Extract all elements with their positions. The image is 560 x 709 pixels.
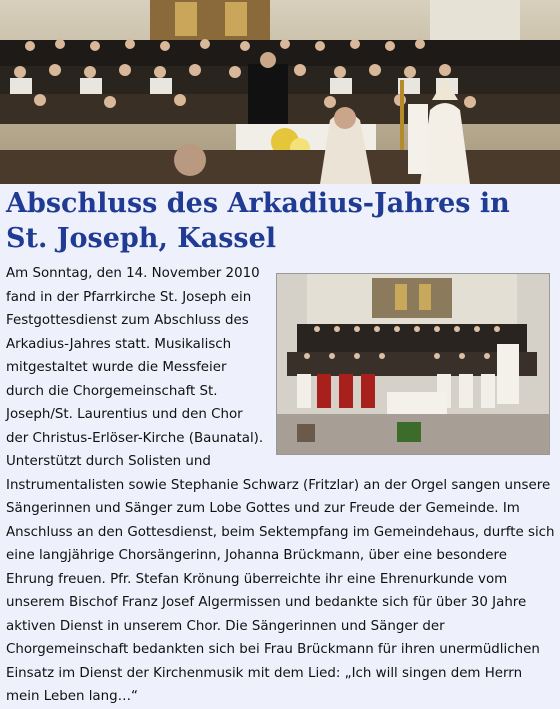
article-paragraph: Am Sonntag, den 14. November 2010 fand in der Pfarrkirche St. Joseph ein Festgottesdienst zum Abschluss des Arkadius-Jahres statt. Musikalisch mitgestaltet wurde die Messfeier durch die Chorgemeinschaft St. Joseph/St. Laurentius und den Chor der Christus-Erlöser-Kirche (Baunatal). Unterstützt durch Solisten und Instrumentalisten sowie Stephanie Schwarz (Fritzlar) an der Orgel sangen unsere Sängerinnen und Sänger zum Lobe Gottes und zur Freude der Gemeinde. Im Anschluss an den Gottesdienst, beim Sektempfang im Gemeindehaus, durfte sich eine langjährige Chorsängerinn, Johanna Brückmann, über eine besondere Ehrung freuen. Pfr. Stefan Krönung überreichte ihr eine Ehrenurkunde vom unserem Bischof Franz Josef Algermissen und bedankte sich für über 30 Jahre aktiven Dienst in unserem Chor. Die Sängerinnen und Sänger der Chorgemeinschaft bedankten sich bei Frau Brückmann für ihren unermüdlichen Einsatz im Dienst der Kirchenmusik mit dem Lied: „Ich will singen dem Herrn mein Leben lang…“ — [6, 266, 555, 704]
inline-photo-church-choir — [276, 273, 550, 455]
article-body — [6, 262, 556, 709]
hero-photo-illustration — [0, 0, 560, 184]
hero-photo-choir — [0, 0, 560, 184]
inline-photo-illustration — [277, 274, 549, 454]
article-title: Abschluss des Arkadius-Jahres in St. Joseph, Kassel — [6, 188, 510, 254]
